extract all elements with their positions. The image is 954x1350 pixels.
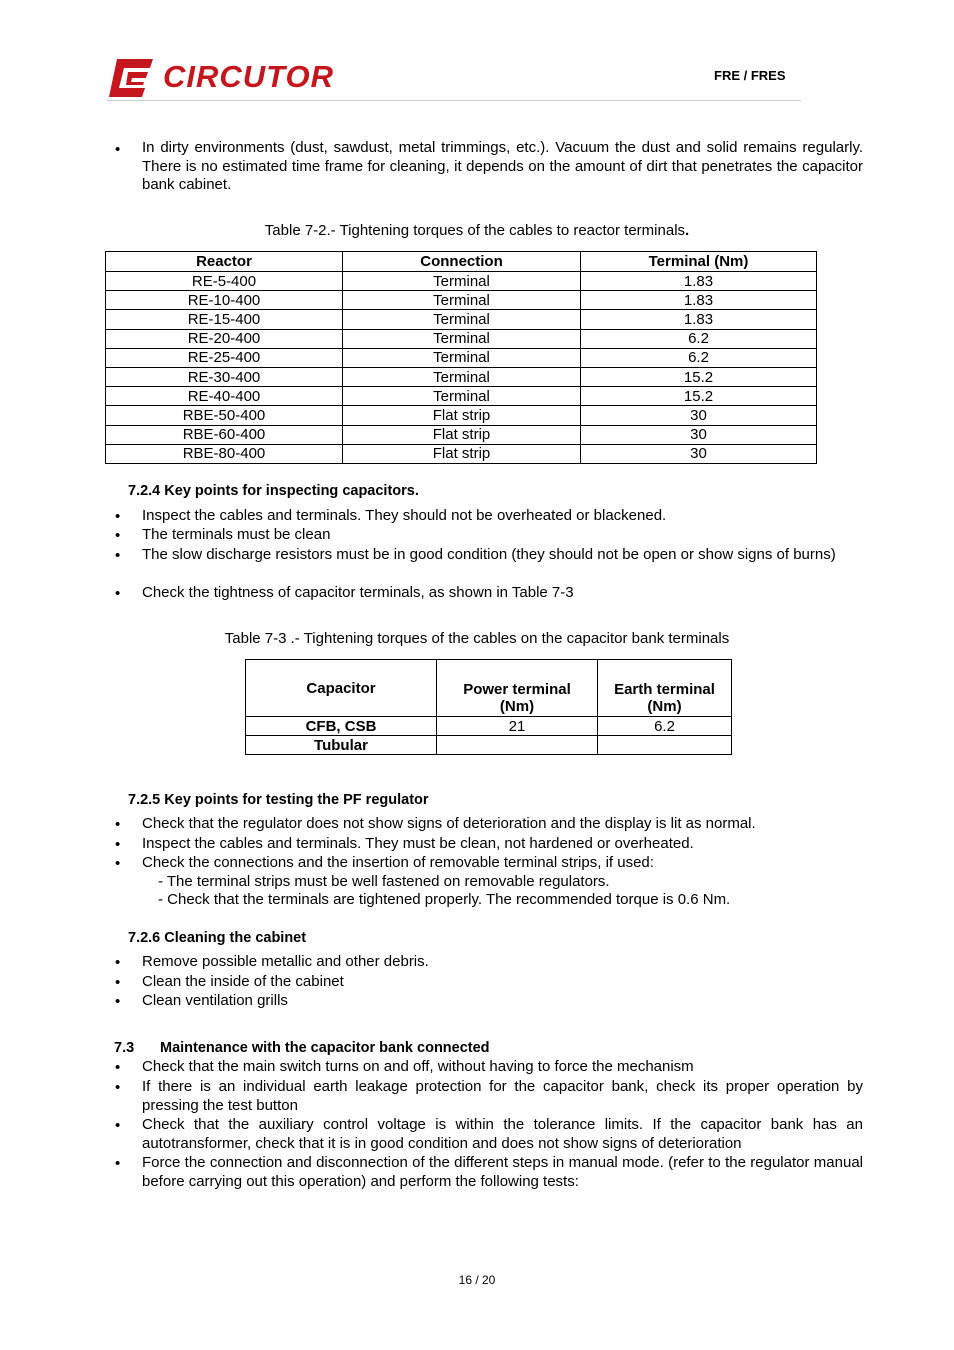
- table-cell: 30: [581, 406, 817, 425]
- table-row: [246, 736, 732, 755]
- sub-list-item: - Check that the terminals are tightened properly. The recommended torque is 0.6 Nm.: [158, 891, 731, 908]
- section-heading-7-3: 7.3 Maintenance with the capacitor bank connected: [114, 1040, 490, 1056]
- capacitor-torque-table: [245, 659, 732, 755]
- table-row: [246, 717, 732, 736]
- table-cell: 6.2: [581, 348, 817, 367]
- circutor-logo-mark-icon: [107, 56, 155, 100]
- reactor-torque-table: [105, 251, 817, 464]
- list-item: Check the connections and the insertion of removable terminal strips, if used:: [142, 854, 654, 871]
- list-item: Check that the regulator does not show signs of deterioration and the display is lit as normal.: [142, 815, 756, 832]
- table-header-row: [106, 252, 817, 272]
- table-cell: RE-15-400: [106, 310, 343, 329]
- table2-caption: Table 7-3 .- Tightening torques of the cables on the capacitor bank terminals: [224, 630, 730, 647]
- table-cell: 1.83: [581, 291, 817, 310]
- table1-caption: Table 7-2.- Tightening torques of the cables to reactor terminals.: [264, 222, 690, 239]
- table-cell: Flat strip: [343, 406, 581, 425]
- table-cell: Flat strip: [343, 444, 581, 463]
- bullet-icon: •: [115, 855, 121, 872]
- table-cell: Flat strip: [343, 425, 581, 444]
- table-cell: Terminal: [343, 291, 581, 310]
- table-cell: RBE-80-400: [106, 444, 343, 463]
- table-cell: RE-40-400: [106, 387, 343, 406]
- table-cell: RE-20-400: [106, 329, 343, 348]
- table-cell: 15.2: [581, 387, 817, 406]
- table-row: [106, 310, 817, 329]
- table-cell: RBE-50-400: [106, 406, 343, 425]
- table-cell: Tubular: [246, 736, 437, 755]
- table-cell: 30: [581, 425, 817, 444]
- list-item: The terminals must be clean: [142, 526, 331, 543]
- table-cell: RE-10-400: [106, 291, 343, 310]
- table-cell: RE-5-400: [106, 272, 343, 291]
- column-header-terminal-nm: Terminal (Nm): [581, 252, 817, 272]
- bullet-icon: •: [115, 1155, 121, 1172]
- bullet-icon: •: [115, 993, 121, 1010]
- bullet-icon: •: [115, 585, 121, 602]
- table-row: [106, 425, 817, 444]
- bullet-icon: •: [115, 816, 121, 833]
- section-heading-7-2-5: 7.2.5 Key points for testing the PF regulator: [128, 792, 429, 808]
- table-cell: 15.2: [581, 367, 817, 386]
- intro-bullet-text: In dirty environments (dust, sawdust, metal trimmings, etc.). Vacuum the dust and solid remains regularly. There is no estimated time frame for cleaning, it depends on the amount of dirt that penetrates the capacitor bank cabinet.: [142, 139, 863, 193]
- table-row: [106, 406, 817, 425]
- header-divider: [107, 100, 801, 101]
- table-cell: [437, 736, 598, 755]
- list-item: Force the connection and disconnection of the different steps in manual mode. (refer to the regulator manual before carrying out this operation) and perform the following tests:: [142, 1154, 863, 1190]
- sub-list-item: - The terminal strips must be well fastened on removable regulators.: [158, 873, 610, 890]
- table-cell: 21: [437, 717, 598, 736]
- document-reference: FRE / FRES: [714, 68, 786, 83]
- table-cell: [598, 736, 732, 755]
- table-row: [106, 291, 817, 310]
- page-number: 16 / 20: [458, 1273, 496, 1287]
- bullet-icon: •: [115, 527, 121, 544]
- circutor-logo: [107, 56, 347, 100]
- table-row: [106, 348, 817, 367]
- bullet-icon: •: [115, 1059, 121, 1076]
- table-row: [106, 387, 817, 406]
- column-header-reactor: Reactor: [106, 252, 343, 272]
- column-header-capacitor: Capacitor: [246, 660, 437, 717]
- table-cell: RE-25-400: [106, 348, 343, 367]
- table-cell: 6.2: [581, 329, 817, 348]
- table-cell: 6.2: [598, 717, 732, 736]
- column-header-connection: Connection: [343, 252, 581, 272]
- table-header-row: [246, 660, 732, 717]
- table-row: [106, 367, 817, 386]
- table-row: [106, 272, 817, 291]
- table-cell: Terminal: [343, 310, 581, 329]
- list-item: If there is an individual earth leakage protection for the capacitor bank, check its proper operation by pressing the test button: [142, 1078, 863, 1114]
- table-cell: Terminal: [343, 329, 581, 348]
- bullet-icon: •: [115, 954, 121, 971]
- table-cell: Terminal: [343, 272, 581, 291]
- bullet-icon: •: [115, 1117, 121, 1134]
- section-heading-7-2-6: 7.2.6 Cleaning the cabinet: [128, 930, 307, 946]
- table-row: [106, 329, 817, 348]
- list-item: Check that the auxiliary control voltage is within the tolerance limits. If the capacitor bank has an autotransformer, check that it is in good condition and does not show signs of deterioration: [142, 1116, 863, 1152]
- table-cell: Terminal: [343, 348, 581, 367]
- bullet-icon: •: [115, 508, 121, 525]
- list-item: Clean ventilation grills: [142, 992, 288, 1009]
- section-heading-7-2-4: 7.2.4 Key points for inspecting capacitors.: [128, 483, 419, 499]
- table-row: [106, 444, 817, 463]
- bullet-icon: •: [115, 141, 121, 158]
- bullet-icon: •: [115, 836, 121, 853]
- table-cell: Terminal: [343, 367, 581, 386]
- column-header-earth-terminal: Earth terminal (Nm): [598, 660, 732, 717]
- table-cell: 30: [581, 444, 817, 463]
- table-cell: Terminal: [343, 387, 581, 406]
- table-cell: RE-30-400: [106, 367, 343, 386]
- column-header-power-terminal: Power terminal (Nm): [437, 660, 598, 717]
- logo-wordmark: CIRCUTOR: [163, 59, 335, 94]
- table-cell: 1.83: [581, 272, 817, 291]
- list-item: Remove possible metallic and other debris.: [142, 953, 429, 970]
- bullet-icon: •: [115, 1079, 121, 1096]
- bullet-icon: •: [115, 974, 121, 991]
- bullet-icon: •: [115, 547, 121, 564]
- list-item: Check that the main switch turns on and off, without having to force the mechanism: [142, 1058, 694, 1075]
- list-item: Clean the inside of the cabinet: [142, 973, 344, 990]
- table-cell: 1.83: [581, 310, 817, 329]
- list-item: Inspect the cables and terminals. They should not be overheated or blackened.: [142, 507, 667, 524]
- list-item: The slow discharge resistors must be in good condition (they should not be open or show signs of burns): [142, 546, 836, 563]
- list-item: Inspect the cables and terminals. They must be clean, not hardened or overheated.: [142, 835, 694, 852]
- list-item: Check the tightness of capacitor terminals, as shown in Table 7-3: [142, 584, 574, 601]
- table-cell: RBE-60-400: [106, 425, 343, 444]
- table-cell: CFB, CSB: [246, 717, 437, 736]
